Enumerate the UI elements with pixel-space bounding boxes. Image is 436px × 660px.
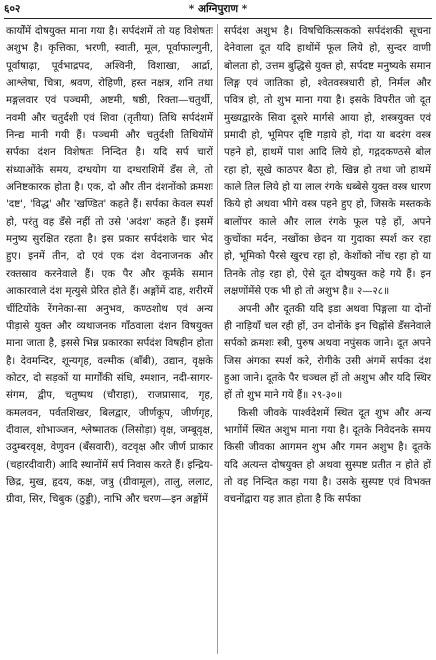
page-header: [4, 2, 432, 18]
column-divider: [217, 24, 218, 654]
left-paragraph-1: कार्योंमें दोषयुक्त माना गया है। सर्पदंशमें तो यह विशेषतः अशुभ है। कृत्तिका, भरणी, स्वाती, मूल, पूर्वाफाल्गुनी, पूर्वाषाढ़ा, पूर्वभाद्रपद, अश्विनी, विशाखा, आर्द्रा, आश्लेषा, चित्रा, श्रवण, रोहिणी, हस्त नक्षत्र, शनि तथा मङ्गलवार एवं पञ्चमी, अष्टमी, षष्ठी, रिक्ता—चतुर्थी, नवमी और चतुर्दशी एवं शिवा (तृतीया) तिथि सर्पदंशमें निन्द्य मानी गयी हैं। पञ्चमी और चतुर्दशी तिथियोंमें सर्पका दंशन विशेषतः निन्दित है। यदि सर्प चारों संध्याओंके समय, दग्धयोग या दग्धराशिमें डँस ले, तो अनिष्टकारक होता है। एक, दो और तीन दंशनोंको क्रमशः 'दष्ट', 'विद्ध' और 'खण्डित' कहते हैं। सर्पका केवल स्पर्श हो, परंतु वह डँसे नहीं तो उसे 'अदंश' कहते हैं। इसमें मनुष्य सुरक्षित रहता है। इस प्रकार सर्पदंशके चार भेद हुए। इनमें तीन, दो एवं एक दंश वेदनाजनक और रक्तस्राव करनेवाले हैं। एक पैर और कूर्मके समान आकारवाले दंश मृत्युसे प्रेरित होते हैं। अङ्गोंमें दाह, शरीरमें चींटियोंके रेंगनेका-सा अनुभव, कण्ठशोथ एवं अन्य पीड़ासे युक्त और व्यथाजनक गाँठवाला दंशन विषयुक्त माना जाता है, इससे भिन्न प्रकारका सर्पदंश विषहीन होता है। देवमन्दिर, शून्यगृह, वल्मीक (बाँबी), उद्यान, वृक्षके कोटर, दो सड़कों या मार्गोंकी संधि, श्मशान, नदी-सागर-संगम, द्वीप, चतुष्पथ (चौराहा), राजप्रासाद, गृह, कमलवन, पर्वतशिखर, बिलद्वार, जीर्णकूप, जीर्णगृह, दीवाल, शोभाञ्जन, श्लेष्मातक (लिसोड़ा) वृक्ष, जम्बूवृक्ष, उदुम्बरवृक्ष, वेणुवन (बँसवारी), वटवृक्ष और जीर्ण प्राकार (चहारदीवारी) आदि स्थानोंमें सर्प निवास करते हैं। इन्द्रिय-छिद्र, मुख, हृदय, कक्ष, जत्रु (ग्रीवामूल), तालु, ललाट, ग्रीवा, सिर, चिबुक (ठुड्डी), नाभि और चरण—इन अङ्गोंमें: [6, 26, 213, 506]
left-column: [6, 23, 213, 654]
right-column: [224, 23, 431, 654]
right-paragraph-2: अपनी और दूतकी यदि इडा अथवा पिङ्गला या दोनों ही नाड़ियाँ चल रही हों, उन दोनोंके इन चिह्नोंसे डँसनेवाले सर्पको क्रमशः स्त्री, पुरुष अथवा नपुंसक जाने। दूत अपने जिस अंगका स्पर्श करे, रोगीके उसी अंगमें सर्पका दंश हुआ जाने। दूतके पैर चञ्चल हों तो अशुभ और यदि स्थिर हों तो शुभ माने गये हैं॥ २९-३०॥: [224, 303, 431, 402]
right-paragraph-1: सर्पदंश अशुभ है। विषचिकित्सकको सर्पदंशकी सूचना देनेवाला दूत यदि हाथोंमें फूल लिये हो, सुन्दर वाणी बोलता हो, उत्तम बुद्धिसे युक्त हो, सर्पदष्ट मनुष्यके समान लिङ्ग एवं जातिका हो, श्वेतवस्त्रधारी हो, निर्मल और पवित्र हो, तो शुभ माना गया है। इसके विपरीत जो दूत मुख्यद्वारके सिवा दूसरे मार्गसे आया हो, शस्त्रयुक्त एवं प्रमादी हो, भूमिपर दृष्टि गड़ाये हो, गंदा या बदरंग वस्त्र पहने हो, हाथमें पाश आदि लिये हो, गद्गदकण्ठसे बोल रहा हो, सूखे काठपर बैठा हो, खिन्न हो तथा जो हाथमें काले तिल लिये हो या लाल रंगके धब्बेसे युक्त वस्त्र धारण किये हो अथवा भीगे वस्त्र पहने हुए हो, जिसके मस्तकके बालोंपर काले और लाल रंगके फूल पड़े हों, अपने कुचोंका मर्दन, नखोंका छेदन या गुदाका स्पर्श कर रहा हो, भूमिको पैरसे खुरच रहा हो, केशोंको नोंच रहा हो या तिनके तोड़ रहा हो, ऐसे दूत दोषयुक्त कहे गये हैं। इन लक्षणोंमेंसे एक भी हो तो अशुभ है॥ २—२८॥: [224, 26, 431, 298]
page-number: ६०२: [4, 3, 21, 15]
running-title: * अग्निपुराण *: [188, 3, 248, 15]
header-rule: [4, 18, 432, 19]
right-paragraph-3: किसी जीवके पार्श्वदेशमें स्थित दूत शुभ और अन्य भागोंमें स्थित अशुभ माना गया है। दूतके निवेदनके समय किसी जीवका आगमन शुभ और गमन अशुभ है। दूतके यदि अत्यन्त दोषयुक्त हो अथवा सुस्पष्ट प्रतीत न होते हों तो वह निन्दित कहा गया है। उसके सुस्पष्ट एवं विभक्त वचनोंद्वारा यह ज्ञात होता है कि सर्पका: [224, 407, 431, 506]
